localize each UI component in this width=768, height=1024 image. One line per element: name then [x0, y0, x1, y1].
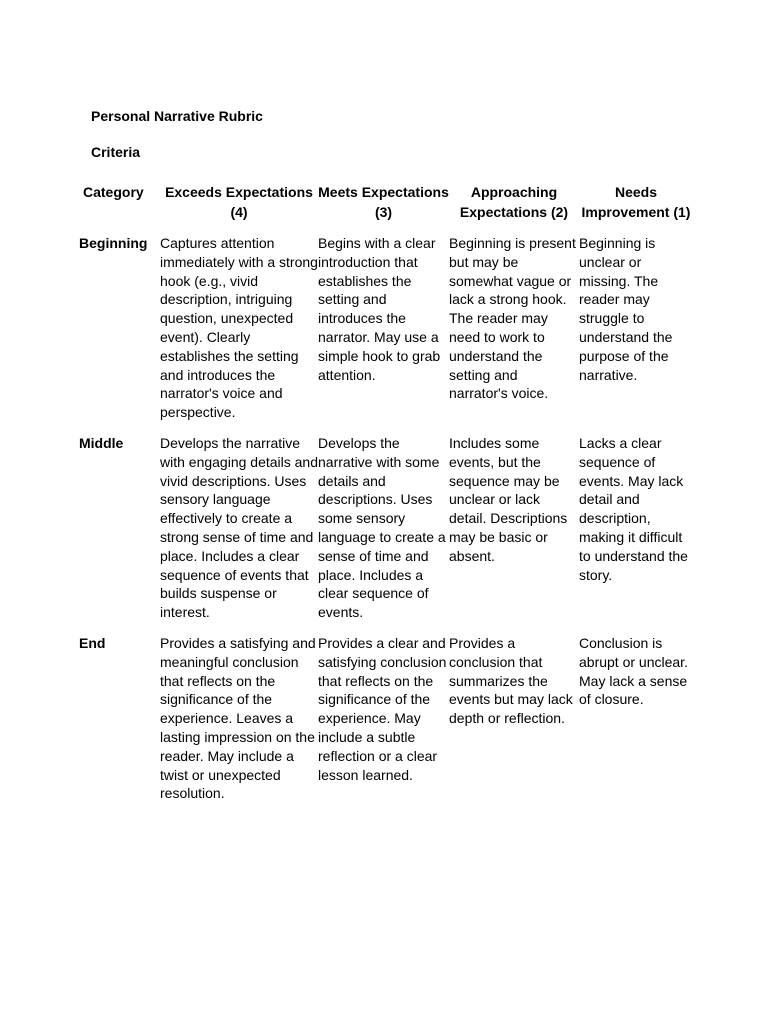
cell-end-needs-improvement: Conclusion is abrupt or unclear. May lack a sense of closure. — [579, 634, 688, 708]
cell-middle-approaching: Includes some events, but the sequence may be unclear or lack detail. Descriptions may be basic or absent. — [449, 434, 568, 564]
header-needs-improvement: Needs Improvement (1) — [581, 184, 691, 220]
row-category-end: End — [79, 634, 106, 651]
cell-beginning-meets: Begins with a clear introduction that establishes the setting and introduces the narrator. May use a simple hook to grab attention. — [318, 235, 441, 383]
header-category: Category — [83, 184, 144, 200]
table-row — [79, 634, 693, 815]
cell-middle-needs-improvement: Lacks a clear sequence of events. May lack detail and description, making it difficult to understand the story. — [579, 434, 688, 583]
cell-middle-exceeds: Develops the narrative with engaging details and vivid descriptions. Uses sensory language effectively to create a strong sense of time and place. Includes a clear sequence of events that builds suspense or interest. — [160, 434, 319, 621]
header-meets: Meets Expectations (3) — [318, 184, 449, 220]
header-approaching: Approaching Expectations (2) — [459, 184, 569, 220]
table-row — [79, 234, 693, 434]
cell-beginning-exceeds: Captures attention immediately with a strong hook (e.g., vivid description, intriguing question, unexpected event). Clearly establishes the setting and introduces the narrator's voice and perspective. — [160, 235, 318, 421]
cell-beginning-needs-improvement: Beginning is unclear or missing. The reader may struggle to understand the purpose of the narrative. — [579, 235, 673, 383]
table-row — [79, 434, 693, 634]
row-category-middle: Middle — [79, 434, 124, 451]
cell-end-approaching: Provides a conclusion that summarizes the events but may lack depth or reflection. — [449, 634, 573, 727]
rubric-table — [79, 182, 693, 815]
table-header-row — [79, 182, 693, 234]
cell-beginning-approaching: Beginning is present but may be somewhat vague or lack a strong hook. The reader may need to work to understand the setting and narrator's voice. — [449, 235, 576, 402]
header-exceeds: Exceeds Expectations (4) — [165, 184, 313, 220]
row-category-beginning: Beginning — [79, 235, 148, 251]
cell-end-exceeds: Provides a satisfying and meaningful conclusion that reflects on the significance of the experience. Leaves a lasting impression on the reader. May include a twist or unexpected resolution. — [160, 634, 316, 802]
criteria-label: Criteria — [91, 144, 141, 160]
document-title: Personal Narrative Rubric — [91, 108, 263, 124]
cell-end-meets: Provides a clear and satisfying conclusion that reflects on the significance of the experience. May include a subtle reflection or a clear lesson learned. — [318, 634, 447, 783]
cell-middle-meets: Develops the narrative with some details and descriptions. Uses some sensory language to create a sense of time and place. Includes a clear sequence of events. — [318, 434, 446, 621]
